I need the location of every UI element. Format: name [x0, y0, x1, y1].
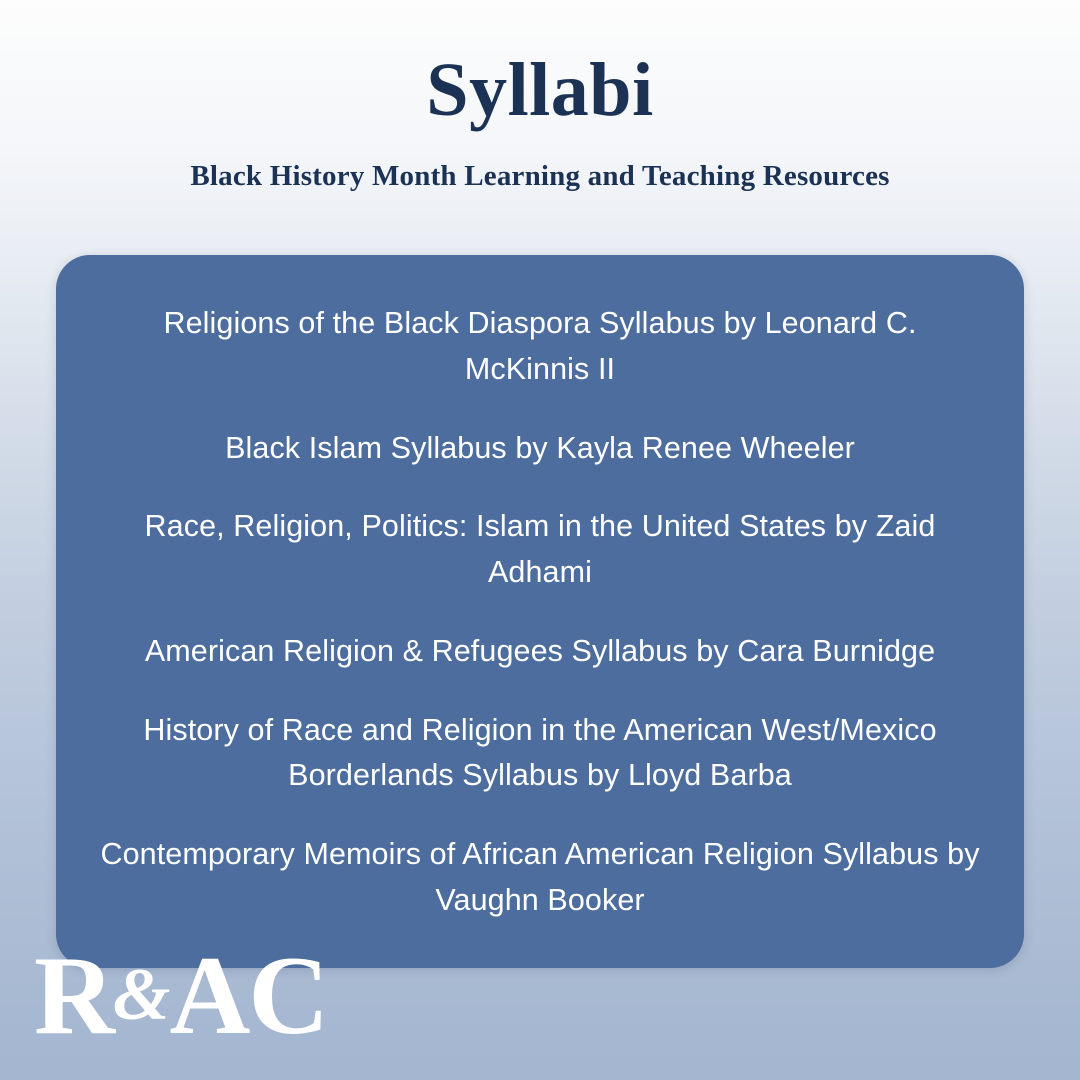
list-item: Black Islam Syllabus by Kayla Renee Wheeler — [225, 430, 855, 465]
logo-letter-r: R — [34, 934, 113, 1058]
list-item: Religions of the Black Diaspora Syllabus by Leonard C. McKinnis II — [163, 306, 917, 386]
page-subtitle: Black History Month Learning and Teaching Resources — [190, 160, 890, 192]
list-item: Contemporary Memoirs of African American Religion Syllabus by Vaughn Booker — [100, 837, 980, 917]
list-item: Race, Religion, Politics: Islam in the United States by Zaid Adhami — [144, 509, 936, 589]
logo-letters-ac: AC — [169, 934, 328, 1058]
logo-ampersand: & — [112, 954, 170, 1036]
syllabi-list-card — [56, 255, 1024, 968]
page-title: Syllabi — [426, 48, 654, 132]
list-item: History of Race and Religion in the American West/Mexico Borderlands Syllabus by Lloyd Barba — [143, 712, 937, 793]
rac-logo — [34, 934, 328, 1058]
list-item: American Religion & Refugees Syllabus by Cara Burnidge — [144, 633, 936, 668]
poster-header — [0, 0, 1080, 193]
